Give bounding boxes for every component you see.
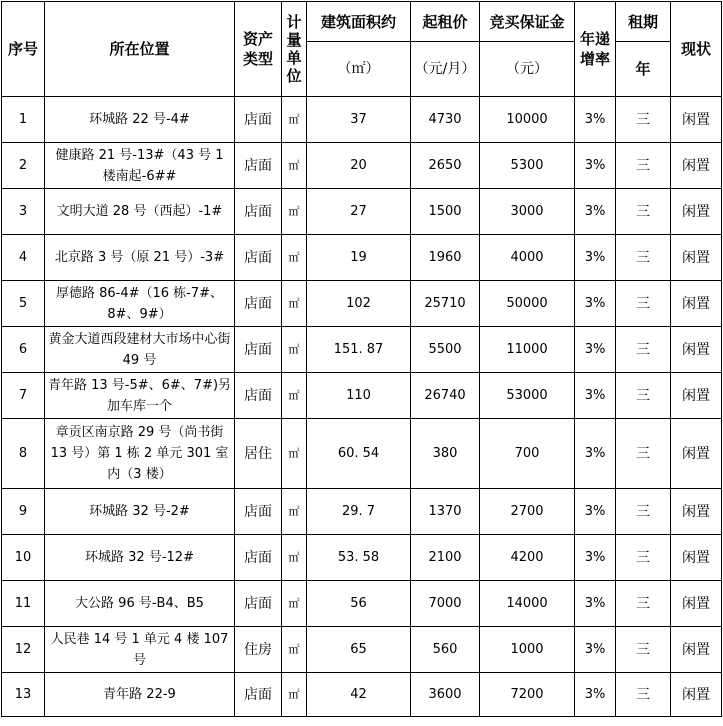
- cell-deposit: 10000: [480, 97, 575, 143]
- header-deposit: 竞买保证金: [480, 2, 575, 42]
- cell-growth: 3%: [575, 419, 616, 489]
- cell-rent: 4730: [411, 97, 480, 143]
- asset-rental-table: [1, 1, 722, 717]
- cell-type: 住房: [235, 627, 282, 673]
- cell-location: 环城路 32 号-2#: [45, 489, 235, 535]
- cell-term: 三: [616, 581, 671, 627]
- table-row: [2, 627, 722, 673]
- cell-no: 2: [2, 143, 45, 189]
- cell-unit: ㎡: [282, 627, 307, 673]
- cell-deposit: 2700: [480, 489, 575, 535]
- table-row: [2, 327, 722, 373]
- cell-growth: 3%: [575, 627, 616, 673]
- table-row: [2, 189, 722, 235]
- table-row: [2, 419, 722, 489]
- cell-type: 店面: [235, 189, 282, 235]
- header-status: 现状: [671, 2, 722, 97]
- cell-growth: 3%: [575, 673, 616, 717]
- cell-status: 闲置: [671, 373, 722, 419]
- cell-rent: 380: [411, 419, 480, 489]
- cell-area: 20: [307, 143, 411, 189]
- cell-rent: 26740: [411, 373, 480, 419]
- cell-term: 三: [616, 419, 671, 489]
- cell-growth: 3%: [575, 327, 616, 373]
- table-row: [2, 97, 722, 143]
- cell-area: 110: [307, 373, 411, 419]
- header-term-unit: 年: [616, 42, 671, 97]
- cell-no: 9: [2, 489, 45, 535]
- cell-area: 29. 7: [307, 489, 411, 535]
- header-asset-type: 资产类型: [235, 2, 282, 97]
- cell-location: 北京路 3 号（原 21 号）-3#: [45, 235, 235, 281]
- cell-location: 青年路 13 号-5#、6#、7#)另加车库一个: [45, 373, 235, 419]
- cell-location: 健康路 21 号-13#（43 号 1 楼南起-6##: [45, 143, 235, 189]
- cell-no: 3: [2, 189, 45, 235]
- cell-term: 三: [616, 281, 671, 327]
- table-row: [2, 489, 722, 535]
- cell-deposit: 7200: [480, 673, 575, 717]
- cell-term: 三: [616, 627, 671, 673]
- cell-growth: 3%: [575, 143, 616, 189]
- cell-growth: 3%: [575, 235, 616, 281]
- cell-term: 三: [616, 235, 671, 281]
- cell-unit: ㎡: [282, 327, 307, 373]
- cell-location: 环城路 32 号-12#: [45, 535, 235, 581]
- cell-growth: 3%: [575, 373, 616, 419]
- cell-rent: 3600: [411, 673, 480, 717]
- cell-rent: 2100: [411, 535, 480, 581]
- cell-status: 闲置: [671, 235, 722, 281]
- cell-no: 11: [2, 581, 45, 627]
- cell-rent: 5500: [411, 327, 480, 373]
- table-row: [2, 373, 722, 419]
- cell-no: 13: [2, 673, 45, 717]
- cell-deposit: 4000: [480, 235, 575, 281]
- cell-type: 居住: [235, 419, 282, 489]
- cell-no: 4: [2, 235, 45, 281]
- cell-area: 102: [307, 281, 411, 327]
- cell-type: 店面: [235, 373, 282, 419]
- cell-type: 店面: [235, 673, 282, 717]
- cell-location: 人民巷 14 号 1 单元 4 楼 107 号: [45, 627, 235, 673]
- cell-growth: 3%: [575, 189, 616, 235]
- cell-status: 闲置: [671, 627, 722, 673]
- cell-status: 闲置: [671, 143, 722, 189]
- cell-no: 5: [2, 281, 45, 327]
- header-area-unit: （㎡）: [307, 42, 411, 97]
- cell-location: 文明大道 28 号（西起）-1#: [45, 189, 235, 235]
- cell-growth: 3%: [575, 535, 616, 581]
- cell-unit: ㎡: [282, 235, 307, 281]
- cell-location: 环城路 22 号-4#: [45, 97, 235, 143]
- cell-type: 店面: [235, 143, 282, 189]
- cell-area: 53. 58: [307, 535, 411, 581]
- cell-deposit: 700: [480, 419, 575, 489]
- cell-area: 19: [307, 235, 411, 281]
- header-unit: 计量单位: [282, 2, 307, 97]
- cell-status: 闲置: [671, 189, 722, 235]
- cell-deposit: 11000: [480, 327, 575, 373]
- cell-rent: 7000: [411, 581, 480, 627]
- cell-rent: 560: [411, 627, 480, 673]
- cell-deposit: 50000: [480, 281, 575, 327]
- cell-unit: ㎡: [282, 673, 307, 717]
- table-body: [2, 97, 722, 717]
- header-term: 租期: [616, 2, 671, 42]
- cell-rent: 1370: [411, 489, 480, 535]
- cell-unit: ㎡: [282, 581, 307, 627]
- cell-type: 店面: [235, 327, 282, 373]
- header-area: 建筑面积约: [307, 2, 411, 42]
- cell-location: 青年路 22-9: [45, 673, 235, 717]
- header-growth: 年递增率: [575, 2, 616, 97]
- header-rent-unit: （元/月）: [411, 42, 480, 97]
- cell-type: 店面: [235, 535, 282, 581]
- cell-unit: ㎡: [282, 189, 307, 235]
- cell-status: 闲置: [671, 419, 722, 489]
- header-location: 所在位置: [45, 2, 235, 97]
- cell-type: 店面: [235, 489, 282, 535]
- header-deposit-unit: （元）: [480, 42, 575, 97]
- cell-area: 56: [307, 581, 411, 627]
- cell-no: 8: [2, 419, 45, 489]
- cell-deposit: 14000: [480, 581, 575, 627]
- cell-term: 三: [616, 673, 671, 717]
- cell-term: 三: [616, 489, 671, 535]
- cell-status: 闲置: [671, 327, 722, 373]
- cell-deposit: 5300: [480, 143, 575, 189]
- cell-term: 三: [616, 143, 671, 189]
- cell-no: 12: [2, 627, 45, 673]
- cell-location: 章贡区南京路 29 号（尚书街 13 号）第 1 栋 2 单元 301 室内（3 楼）: [45, 419, 235, 489]
- cell-status: 闲置: [671, 489, 722, 535]
- cell-rent: 1500: [411, 189, 480, 235]
- table-row: [2, 143, 722, 189]
- table-row: [2, 281, 722, 327]
- cell-term: 三: [616, 189, 671, 235]
- header-no: 序号: [2, 2, 45, 97]
- cell-unit: ㎡: [282, 143, 307, 189]
- cell-growth: 3%: [575, 97, 616, 143]
- cell-term: 三: [616, 535, 671, 581]
- cell-no: 10: [2, 535, 45, 581]
- cell-location: 厚德路 86-4#（16 栋-7#、8#、9#）: [45, 281, 235, 327]
- cell-type: 店面: [235, 581, 282, 627]
- cell-unit: ㎡: [282, 97, 307, 143]
- cell-location: 大公路 96 号-B4、B5: [45, 581, 235, 627]
- cell-rent: 1960: [411, 235, 480, 281]
- table-row: [2, 235, 722, 281]
- cell-term: 三: [616, 327, 671, 373]
- table-row: [2, 673, 722, 717]
- cell-deposit: 4200: [480, 535, 575, 581]
- cell-area: 151. 87: [307, 327, 411, 373]
- cell-status: 闲置: [671, 535, 722, 581]
- cell-area: 60. 54: [307, 419, 411, 489]
- cell-unit: ㎡: [282, 419, 307, 489]
- cell-deposit: 3000: [480, 189, 575, 235]
- cell-location: 黄金大道西段建材大市场中心街 49 号: [45, 327, 235, 373]
- cell-rent: 2650: [411, 143, 480, 189]
- cell-area: 65: [307, 627, 411, 673]
- cell-status: 闲置: [671, 673, 722, 717]
- cell-deposit: 53000: [480, 373, 575, 419]
- cell-area: 27: [307, 189, 411, 235]
- cell-deposit: 1000: [480, 627, 575, 673]
- cell-unit: ㎡: [282, 535, 307, 581]
- table-row: [2, 581, 722, 627]
- cell-area: 42: [307, 673, 411, 717]
- cell-type: 店面: [235, 281, 282, 327]
- cell-growth: 3%: [575, 581, 616, 627]
- cell-growth: 3%: [575, 489, 616, 535]
- cell-term: 三: [616, 373, 671, 419]
- cell-term: 三: [616, 97, 671, 143]
- cell-type: 店面: [235, 235, 282, 281]
- header-row-top: [2, 2, 722, 42]
- cell-unit: ㎡: [282, 489, 307, 535]
- cell-no: 6: [2, 327, 45, 373]
- table-row: [2, 535, 722, 581]
- cell-status: 闲置: [671, 581, 722, 627]
- cell-growth: 3%: [575, 281, 616, 327]
- cell-rent: 25710: [411, 281, 480, 327]
- cell-status: 闲置: [671, 97, 722, 143]
- cell-unit: ㎡: [282, 281, 307, 327]
- document-page: [1, 1, 722, 717]
- cell-status: 闲置: [671, 281, 722, 327]
- cell-no: 7: [2, 373, 45, 419]
- cell-type: 店面: [235, 97, 282, 143]
- cell-area: 37: [307, 97, 411, 143]
- cell-unit: ㎡: [282, 373, 307, 419]
- cell-no: 1: [2, 97, 45, 143]
- header-rent: 起租价: [411, 2, 480, 42]
